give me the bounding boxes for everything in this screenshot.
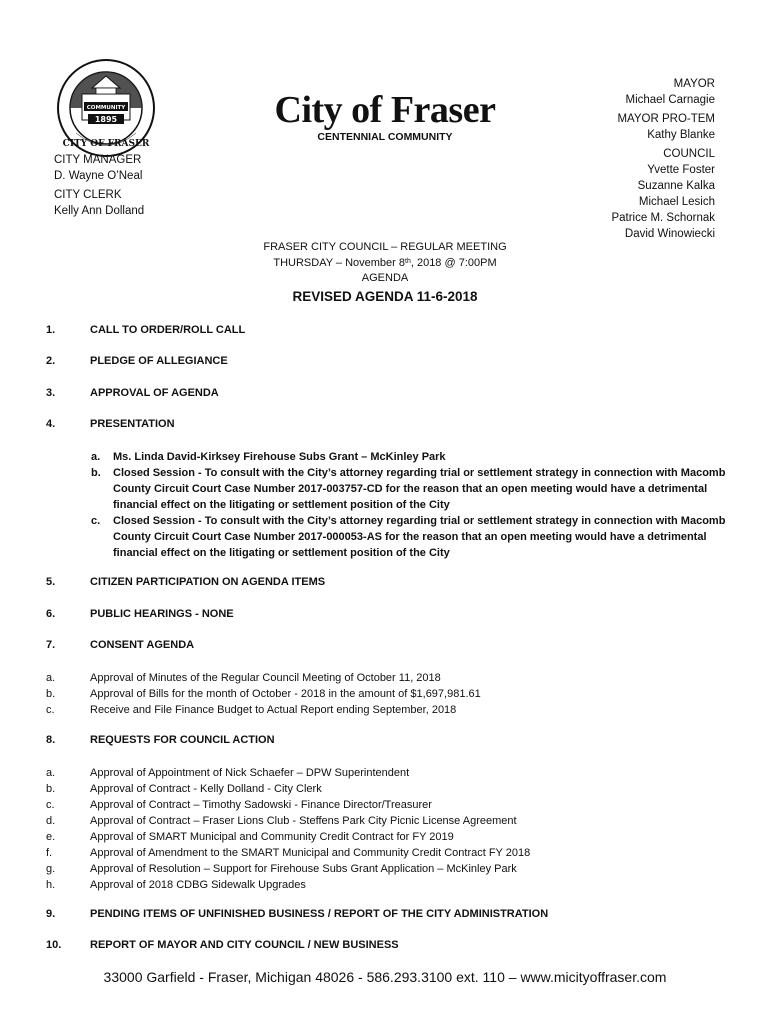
item-label: h. <box>46 879 56 891</box>
mayor-name: Michael Carnagie <box>625 94 715 106</box>
administration-block <box>54 152 144 219</box>
section-title: PRESENTATION <box>90 418 175 430</box>
council-member: Michael Lesich <box>638 196 715 208</box>
item-label: b. <box>46 688 56 700</box>
city-clerk-title: CITY CLERK <box>54 189 122 201</box>
item-text: Ms. Linda David-Kirksey Firehouse Subs Grant – McKinley Park <box>113 451 446 463</box>
item-label: f. <box>46 847 53 859</box>
page-subtitle: CENTENNIAL COMMUNITY <box>317 131 453 143</box>
item-text: Approval of Contract – Timothy Sadowski - Finance Director/Treasurer <box>90 799 432 811</box>
item-text: Approval of 2018 CDBG Sidewalk Upgrades <box>90 879 306 891</box>
section-title: REQUESTS FOR COUNCIL ACTION <box>90 734 275 746</box>
svg-text:CITY OF FRASER: CITY OF FRASER <box>62 139 150 149</box>
item-label: c. <box>91 515 101 527</box>
item-text: Approval of Appointment of Nick Schaefer – DPW Superintendent <box>90 767 410 779</box>
item-label: a. <box>91 451 101 463</box>
svg-text:1895: 1895 <box>94 115 118 124</box>
item-text: Closed Session - To consult with the City’s attorney regarding trial or settlement strategy in connection with Macomb County Circuit Court Case Number 2017-003757-CD for the reason that an open meeting would have a detrimental financial effect on the litigating or settlement position of the City <box>113 467 726 511</box>
section-title: PUBLIC HEARINGS - NONE <box>90 608 234 620</box>
section-number: 3. <box>46 387 56 399</box>
council-member: Yvette Foster <box>647 164 715 176</box>
section-title: CITIZEN PARTICIPATION ON AGENDA ITEMS <box>90 576 326 588</box>
svg-text:COMMUNITY: COMMUNITY <box>86 105 126 111</box>
city-clerk-name: Kelly Ann Dolland <box>54 205 145 217</box>
section-number: 6. <box>46 608 56 620</box>
meeting-date-day: THURSDAY – November 8 <box>273 256 405 269</box>
item-text: Approval of Resolution – Support for Firehouse Subs Grant Application – McKinley Park <box>90 863 517 875</box>
item-label: a. <box>46 672 56 684</box>
section-number: 1. <box>46 324 56 336</box>
item-text: Approval of Contract – Fraser Lions Club - Steffens Park City Picnic License Agreement <box>90 815 517 827</box>
council-member: David Winowiecki <box>624 228 715 240</box>
item-label: c. <box>46 704 55 716</box>
section-title: PLEDGE OF ALLEGIANCE <box>90 355 228 367</box>
council-member: Suzanne Kalka <box>637 180 715 192</box>
section-number: 8. <box>46 734 56 746</box>
item-label: g. <box>46 863 56 875</box>
item-label: e. <box>46 831 56 843</box>
city-manager-title: CITY MANAGER <box>54 154 142 166</box>
council-title: COUNCIL <box>663 148 715 160</box>
item-text: Approval of Amendment to the SMART Municipal and Community Credit Contract FY 2018 <box>90 847 531 859</box>
mayor-protem-title: MAYOR PRO-TEM <box>617 113 715 125</box>
item-text: Approval of SMART Municipal and Community Credit Contract for FY 2019 <box>90 831 454 843</box>
agenda-label: AGENDA <box>361 272 409 284</box>
mayor-title: MAYOR <box>673 78 715 90</box>
section-title: CALL TO ORDER/ROLL CALL <box>90 324 246 336</box>
page-title: City of Fraser <box>274 89 496 131</box>
item-label: d. <box>46 815 56 827</box>
footer-address: 33000 Garfield - Fraser, Michigan 48026 - 586.293.3100 ext. 110 – www.micityoffraser.com <box>103 969 667 985</box>
item-label: b. <box>46 783 56 795</box>
meeting-date <box>0 256 770 272</box>
item-label: a. <box>46 767 56 779</box>
section-title: REPORT OF MAYOR AND CITY COUNCIL / NEW BUSINESS <box>90 939 399 951</box>
mayor-protem-name: Kathy Blanke <box>647 129 715 141</box>
meeting-info <box>0 240 770 287</box>
item-text: Approval of Contract - Kelly Dolland - City Clerk <box>90 783 322 795</box>
section-title: APPROVAL OF AGENDA <box>90 387 219 399</box>
item-text: Approval of Bills for the month of October - 2018 in the amount of $1,697,981.61 <box>90 688 481 700</box>
revised-agenda-heading: REVISED AGENDA 11-6-2018 <box>292 289 478 304</box>
meeting-date-time: , 2018 @ 7:00PM <box>410 256 497 269</box>
section-number: 5. <box>46 576 56 588</box>
item-label: c. <box>46 799 55 811</box>
city-manager-name: D. Wayne O’Neal <box>54 170 143 182</box>
section-number: 2. <box>46 355 56 367</box>
item-text: Receive and File Finance Budget to Actual Report ending September, 2018 <box>90 704 457 716</box>
item-label: b. <box>91 467 101 479</box>
section-title: PENDING ITEMS OF UNFINISHED BUSINESS / REPORT OF THE CITY ADMINISTRATION <box>90 908 549 920</box>
council-member: Patrice M. Schornak <box>611 212 715 224</box>
section-number: 10. <box>46 939 62 951</box>
item-text: Approval of Minutes of the Regular Council Meeting of October 11, 2018 <box>90 672 441 684</box>
section-number: 9. <box>46 908 56 920</box>
meeting-date-suffix: th <box>405 257 411 265</box>
section-title: CONSENT AGENDA <box>90 639 195 651</box>
section-number: 7. <box>46 639 56 651</box>
council-block <box>611 76 715 242</box>
meeting-name: FRASER CITY COUNCIL – REGULAR MEETING <box>263 241 507 253</box>
item-text: Closed Session - To consult with the City’s attorney regarding trial or settlement strategy in connection with Macomb County Circuit Court Case Number 2017-000053-AS for the reason that an open meeting would have a detrimental financial effect on the litigating or settlement position of the City <box>113 515 726 559</box>
section-number: 4. <box>46 418 56 430</box>
